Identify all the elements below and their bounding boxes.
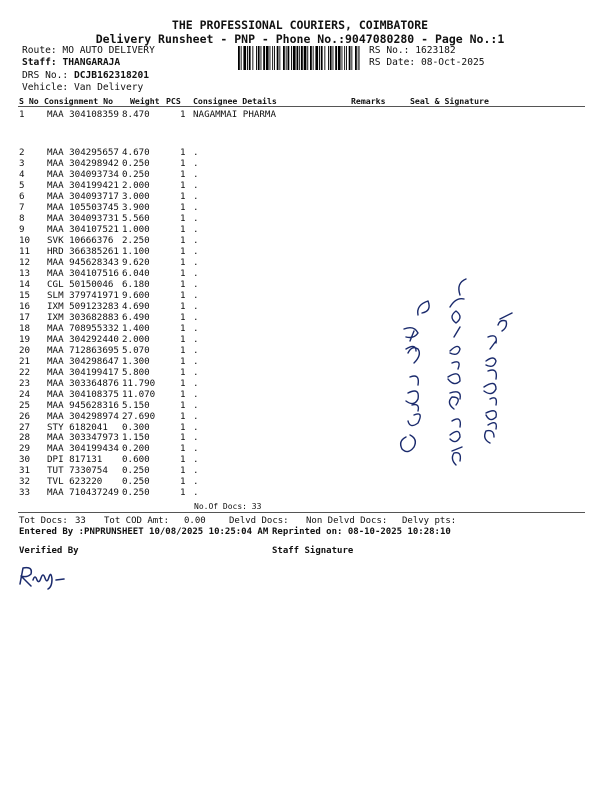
- row-weight: 0.250: [122, 168, 150, 180]
- row-sno: 7: [19, 201, 25, 213]
- drs-label: DRS No.:: [22, 70, 74, 81]
- row-consignment: MAA 304107521: [47, 223, 119, 235]
- row-weight: 0.250: [122, 476, 150, 488]
- barcode-bar: [344, 46, 345, 70]
- row-consignment: MAA 304295657: [47, 147, 119, 158]
- barcode-bar: [313, 46, 314, 70]
- row-consignment: IXM 509123283: [47, 300, 119, 312]
- row-weight: 1.100: [122, 245, 150, 257]
- barcode-bar: [335, 46, 337, 70]
- row-consignment: TUT 7330754: [47, 465, 108, 477]
- row-pcs: 1: [180, 245, 186, 257]
- barcode-bar: [272, 46, 273, 70]
- row-weight: 4.690: [122, 300, 150, 312]
- row-consignment: MAA 105503745: [47, 201, 119, 213]
- row-consignment: MAA 304298974: [47, 410, 119, 422]
- barcode-bar: [270, 46, 271, 70]
- row-pcs: 1: [180, 399, 186, 411]
- row-sno: 31: [19, 465, 31, 477]
- row-weight: 0.300: [122, 421, 150, 433]
- row-consignment: MAA 304108359: [47, 109, 119, 120]
- col-seal: Seal & Signature: [410, 96, 489, 106]
- row-consignee: .: [193, 147, 199, 158]
- row-consignee: .: [193, 201, 199, 213]
- barcode-bar: [291, 46, 292, 70]
- barcode-bar: [263, 46, 265, 70]
- row-sno: 5: [19, 179, 25, 191]
- barcode-bar: [315, 46, 318, 70]
- row-pcs: 1: [180, 432, 186, 444]
- row-consignment: MAA 710437249: [47, 487, 119, 499]
- barcode-bar: [301, 46, 303, 70]
- barcode-bar: [319, 46, 320, 70]
- row-consignee: .: [193, 168, 199, 180]
- row-weight: 5.800: [122, 366, 150, 378]
- row-pcs: 1: [180, 388, 186, 400]
- drs-value: DCJB162318201: [73, 70, 150, 81]
- row-consignment: CGL 50150046: [47, 278, 114, 290]
- row-weight: 0.200: [122, 443, 150, 455]
- row-weight: 4.670: [122, 147, 150, 158]
- row-consignment: MAA 304292440: [47, 333, 119, 345]
- row-sno: 17: [19, 311, 31, 323]
- barcode-bar: [243, 46, 246, 70]
- row-pcs: 1: [180, 300, 186, 312]
- row-sno: 6: [19, 190, 25, 202]
- row-consignee: .: [193, 278, 199, 290]
- row-weight: 1.000: [122, 223, 150, 235]
- row-consignment: MAA 712863695: [47, 344, 119, 356]
- barcode-bar: [249, 46, 251, 70]
- row-weight: 2.000: [122, 333, 150, 345]
- barcode-bar: [324, 46, 325, 70]
- row-consignee: .: [193, 388, 199, 400]
- row-sno: 18: [19, 322, 31, 334]
- row-consignee: .: [193, 443, 199, 455]
- row-consignee: .: [193, 432, 199, 444]
- row-weight: 6.040: [122, 267, 150, 279]
- row-sno: 16: [19, 300, 31, 312]
- barcode-bar: [358, 46, 359, 70]
- row-sno: 22: [19, 366, 31, 378]
- barcode-bar: [360, 46, 361, 70]
- barcode-bar: [274, 46, 275, 70]
- barcode-bar: [283, 46, 285, 70]
- row-consignee: NAGAMMAI PHARMA: [193, 109, 276, 120]
- cod-label: Tot COD Amt:: [104, 516, 170, 526]
- row-consignment: MAA 304093734: [47, 168, 119, 180]
- barcode-bar: [256, 46, 257, 70]
- row-consignee: .: [193, 465, 199, 477]
- row-sno: 13: [19, 267, 31, 279]
- row-weight: 2.000: [122, 179, 150, 191]
- barcode-bar: [346, 46, 347, 70]
- row-consignment: MAA 304199417: [47, 366, 119, 378]
- row-consignment: MAA 303364876: [47, 377, 119, 389]
- barcode-bar: [307, 46, 308, 70]
- row-pcs: 1: [180, 201, 186, 213]
- row-weight: 27.690: [122, 410, 156, 422]
- row-consignment: TVL 623220: [47, 476, 103, 488]
- row-consignment: MAA 304199434: [47, 443, 119, 455]
- row-consignee: .: [193, 190, 199, 202]
- row-sno: 15: [19, 289, 31, 301]
- row-sno: 28: [19, 432, 31, 444]
- barcode-bar: [279, 46, 280, 70]
- row-sno: 32: [19, 476, 31, 488]
- row-pcs: 1: [180, 410, 186, 422]
- barcode-bar: [252, 46, 253, 70]
- col-consignment: Consignment No: [44, 96, 114, 106]
- row-sno: 2: [19, 147, 25, 158]
- row-consignment: MAA 304298647: [47, 355, 119, 367]
- row-sno: 30: [19, 454, 31, 466]
- entered-by: Entered By :PNPRUNSHEET 10/08/2025 10:25:04 AM: [19, 527, 269, 537]
- row-sno: 12: [19, 256, 31, 268]
- row-pcs: 1: [180, 333, 186, 345]
- row-pcs: 1: [180, 157, 186, 169]
- barcode-bar: [286, 46, 287, 70]
- row-weight: 9.600: [122, 289, 150, 301]
- barcode-bar: [277, 46, 279, 70]
- row-consignee: .: [193, 377, 199, 389]
- row-weight: 1.400: [122, 322, 150, 334]
- row-pcs: 1: [180, 476, 186, 488]
- row-consignee: .: [193, 256, 199, 268]
- row-sno: 33: [19, 487, 31, 499]
- row-weight: 11.790: [122, 377, 156, 389]
- row-sno: 23: [19, 377, 31, 389]
- barcode-bar: [297, 46, 299, 70]
- row-pcs: 1: [180, 311, 186, 323]
- barcode-bar: [328, 46, 329, 70]
- rs-number: RS No.: 1623182: [369, 45, 456, 56]
- cod-value: 0.00: [184, 516, 206, 526]
- row-weight: 3.000: [122, 190, 150, 202]
- row-weight: 5.070: [122, 344, 150, 356]
- row-pcs: 1: [180, 289, 186, 301]
- barcode-bar: [304, 46, 307, 70]
- row-weight: 9.620: [122, 256, 150, 268]
- row-sno: 29: [19, 443, 31, 455]
- row-pcs: 1: [180, 256, 186, 268]
- row-pcs: 1: [180, 443, 186, 455]
- row-sno: 19: [19, 333, 31, 345]
- row-consignee: .: [193, 245, 199, 257]
- row-consignment: MAA 304107516: [47, 267, 119, 279]
- row-consignment: MAA 945628316: [47, 399, 119, 411]
- row-sno: 8: [19, 212, 25, 224]
- barcode-bar: [349, 46, 351, 70]
- tot-docs-value: 33: [75, 516, 86, 526]
- row-sno: 4: [19, 168, 25, 180]
- row-weight: 6.490: [122, 311, 150, 323]
- row-weight: 0.600: [122, 454, 150, 466]
- row-consignee: .: [193, 234, 199, 246]
- row-sno: 20: [19, 344, 31, 356]
- row-sno: 1: [19, 109, 25, 120]
- row-consignment: MAA 303347973: [47, 432, 119, 444]
- footer-divider: [18, 512, 585, 513]
- col-sno: S No: [19, 96, 39, 106]
- row-consignment: DPI 817131: [47, 454, 103, 466]
- row-pcs: 1: [180, 366, 186, 378]
- row-pcs: 1: [180, 109, 186, 120]
- col-pcs: PCS: [166, 96, 181, 106]
- row-weight: 1.150: [122, 432, 150, 444]
- row-weight: 3.900: [122, 201, 150, 213]
- row-sno: 21: [19, 355, 31, 367]
- row-consignee: .: [193, 366, 199, 378]
- row-consignment: MAA 708955332: [47, 322, 119, 334]
- barcode-bar: [266, 46, 269, 70]
- barcode-bar: [310, 46, 312, 70]
- non-delvd-docs-label: Non Delvd Docs:: [306, 516, 388, 526]
- row-pcs: 1: [180, 322, 186, 334]
- row-consignee: .: [193, 267, 199, 279]
- barcode-bar: [299, 46, 300, 70]
- row-sno: 26: [19, 410, 31, 422]
- barcode-bar: [351, 46, 352, 70]
- row-consignment: STY 6182041: [47, 421, 108, 433]
- row-weight: 5.560: [122, 212, 150, 224]
- row-sno: 3: [19, 157, 25, 169]
- barcode-bar: [342, 46, 343, 70]
- row-weight: 0.250: [122, 157, 150, 169]
- row-pcs: 1: [180, 377, 186, 389]
- staff-signature-label: Staff Signature: [272, 546, 354, 556]
- row-pcs: 1: [180, 487, 186, 499]
- drs-number: [22, 70, 149, 81]
- barcode-bar: [333, 46, 334, 70]
- row-pcs: 1: [180, 147, 186, 158]
- barcode-bar: [293, 46, 296, 70]
- col-remarks: Remarks: [351, 96, 386, 106]
- row-weight: 6.180: [122, 278, 150, 290]
- row-consignee: .: [193, 179, 199, 191]
- row-pcs: 1: [180, 278, 186, 290]
- row-consignment: MAA 304108375: [47, 388, 119, 400]
- barcode-bar: [338, 46, 341, 70]
- barcode-bar: [258, 46, 260, 70]
- row-pcs: 1: [180, 344, 186, 356]
- row-pcs: 1: [180, 223, 186, 235]
- row-weight: 0.250: [122, 465, 150, 477]
- row-sno: 27: [19, 421, 31, 433]
- barcode-bar: [261, 46, 262, 70]
- row-pcs: 1: [180, 179, 186, 191]
- row-consignee: .: [193, 223, 199, 235]
- row-consignment: SVK 10666376: [47, 234, 114, 246]
- row-consignment: HRD 366385261: [47, 245, 119, 257]
- row-weight: 2.250: [122, 234, 150, 246]
- row-consignment: IXM 303682883: [47, 311, 119, 323]
- delvd-docs-label: Delvd Docs:: [229, 516, 289, 526]
- barcode-bar: [355, 46, 357, 70]
- row-sno: 14: [19, 278, 31, 290]
- row-consignment: MAA 304093717: [47, 190, 119, 202]
- barcode-bar: [321, 46, 323, 70]
- row-consignee: .: [193, 157, 199, 169]
- row-consignee: .: [193, 322, 199, 334]
- staff-label: Staff:: [22, 57, 63, 68]
- row-consignee: .: [193, 421, 199, 433]
- barcode: [238, 46, 360, 70]
- row-pcs: 1: [180, 267, 186, 279]
- row-weight: 1.300: [122, 355, 150, 367]
- barcode-bar: [330, 46, 332, 70]
- row-sno: 9: [19, 223, 25, 235]
- company-name: THE PROFESSIONAL COURIERS, COIMBATORE: [171, 18, 429, 32]
- row-weight: 8.470: [122, 109, 150, 120]
- barcode-bar: [241, 46, 242, 70]
- row-consignee: .: [193, 300, 199, 312]
- row-pcs: 1: [180, 190, 186, 202]
- row-consignee: .: [193, 355, 199, 367]
- row-consignee: .: [193, 410, 199, 422]
- row-sno: 11: [19, 245, 31, 257]
- row-consignee: .: [193, 311, 199, 323]
- reprinted-on: Reprinted on: 08-10-2025 10:28:10: [272, 527, 451, 537]
- verified-by-signature: [16, 562, 68, 590]
- row-weight: 0.250: [122, 487, 150, 499]
- barcode-bar: [238, 46, 240, 70]
- row-pcs: 1: [180, 454, 186, 466]
- barcode-bar: [247, 46, 248, 70]
- runsheet-title: Delivery Runsheet - PNP - Phone No.:9047080280 - Page No.:1: [95, 32, 505, 46]
- row-consignment: MAA 304298942: [47, 157, 119, 169]
- row-pcs: 1: [180, 212, 186, 224]
- row-pcs: 1: [180, 355, 186, 367]
- row-consignee: .: [193, 487, 199, 499]
- row-consignee: .: [193, 344, 199, 356]
- header-divider: [18, 106, 585, 107]
- row-consignee: .: [193, 212, 199, 224]
- delvy-pts-label: Delvy pts:: [402, 516, 457, 526]
- row-weight: 5.150: [122, 399, 150, 411]
- row-pcs: 1: [180, 234, 186, 246]
- row-consignee: .: [193, 476, 199, 488]
- tot-docs-label: Tot Docs:: [19, 516, 68, 526]
- staff: [22, 57, 120, 68]
- row-consignee: .: [193, 333, 199, 345]
- row-consignment: MAA 304199421: [47, 179, 119, 191]
- row-sno: 25: [19, 399, 31, 411]
- row-consignment: MAA 945628343: [47, 256, 119, 268]
- row-pcs: 1: [180, 465, 186, 477]
- row-consignment: SLM 379741971: [47, 289, 119, 301]
- verified-by-label: Verified By: [19, 546, 79, 556]
- route: Route: MO AUTO DELIVERY: [22, 45, 155, 56]
- row-pcs: 1: [180, 421, 186, 433]
- receiver-signature-handwriting: [392, 265, 522, 490]
- row-pcs: 1: [180, 168, 186, 180]
- no-of-docs: No.Of Docs: 33: [194, 502, 262, 511]
- row-sno: 24: [19, 388, 31, 400]
- barcode-bar: [288, 46, 290, 70]
- col-consignee: Consignee Details: [193, 96, 277, 106]
- row-consignee: .: [193, 454, 199, 466]
- col-weight: Weight: [130, 96, 160, 106]
- row-sno: 10: [19, 234, 31, 246]
- row-consignee: .: [193, 399, 199, 411]
- table-row: [0, 109, 600, 121]
- rs-date: RS Date: 08-Oct-2025: [369, 57, 485, 68]
- row-weight: 11.070: [122, 388, 156, 400]
- staff-name: THANGARAJA: [62, 57, 121, 68]
- row-consignee: .: [193, 289, 199, 301]
- row-consignment: MAA 304093731: [47, 212, 119, 224]
- vehicle: Vehicle: Van Delivery: [22, 82, 144, 93]
